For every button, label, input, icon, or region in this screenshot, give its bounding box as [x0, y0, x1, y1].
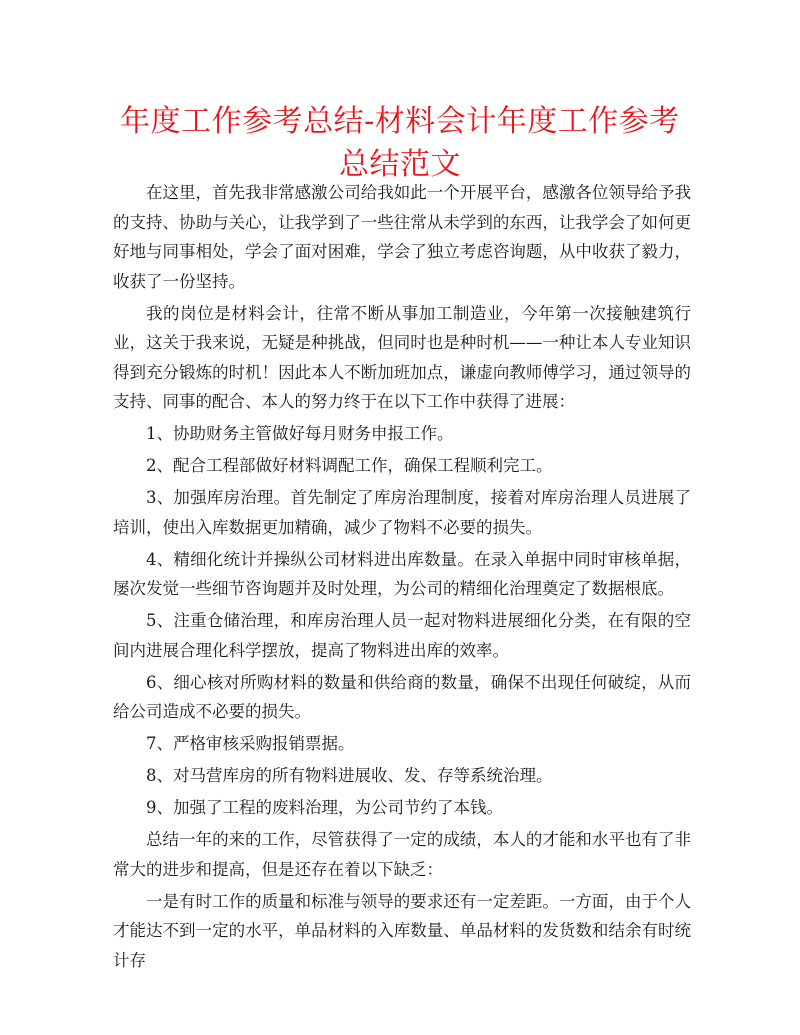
paragraph-position: 我的岗位是材料会计，往常不断从事加工制造业，今年第一次接触建筑行业，这关于我来说，无疑是种挑战，但同时也是种时机——一种让本人专业知识得到充分锻炼的时机！因此本人不断加班加点，谦虚向教师傅学习，通过领导的支持、同事的配合、本人的努力终于在以下工作中获得了进展：	[113, 303, 691, 411]
document-body	[113, 178, 691, 978]
list-item-2: 2、配合工程部做好材料调配工作，确保工程顺利完工。	[146, 456, 553, 475]
document-title: 年度工作参考总结-材料会计年度工作参考总结范文	[120, 104, 680, 182]
list-item-8: 8、对马营库房的所有物料进展收、发、存等系统治理。	[146, 766, 553, 785]
paragraph-intro: 在这里，首先我非常感激公司给我如此一个开展平台，感激各位领导给予我的支持、协助与关心，让我学到了一些往常从未学到的东西，让我学会了如何更好地与同事相处，学会了面对困难，学会了独立考虑咨询题，从中收获了毅力，收获了一份坚持。	[113, 183, 691, 291]
list-item-4: 4、精细化统计并操纵公司材料进出库数量。在录入单据中同时审核单据，屡次发觉一些细节咨询题并及时处理，为公司的精细化治理奠定了数据根底。	[113, 549, 691, 598]
list-item-9: 9、加强了工程的废料治理，为公司节约了本钱。	[146, 798, 503, 817]
list-item-3: 3、加强库房治理。首先制定了库房治理制度，接着对库房治理人员进展了培训，使出入库数据更加精确，减少了物料不必要的损失。	[113, 488, 691, 537]
list-item-5: 5、注重仓储治理，和库房治理人员一起对物料进展细化分类，在有限的空间内进展合理化科学摆放，提高了物料进出库的效率。	[113, 611, 691, 660]
list-item-6: 6、细心核对所购材料的数量和供给商的数量，确保不出现任何破绽，从而给公司造成不必要的损失。	[113, 672, 691, 721]
paragraph-shortcoming-1: 一是有时工作的质量和标准与领导的要求还有一定差距。一方面，由于个人才能达不到一定的水平，单品材料的入库数量、单品材料的发货数和结余有时统计存	[113, 891, 691, 970]
list-item-7: 7、严格审核采购报销票据。	[146, 734, 355, 753]
list-item-1: 1、协助财务主管做好每月财务申报工作。	[146, 424, 454, 443]
paragraph-summary: 总结一年的来的工作，尽管获得了一定的成绩，本人的才能和水平也有了非常大的进步和提高，但是还存在着以下缺乏：	[113, 830, 691, 879]
